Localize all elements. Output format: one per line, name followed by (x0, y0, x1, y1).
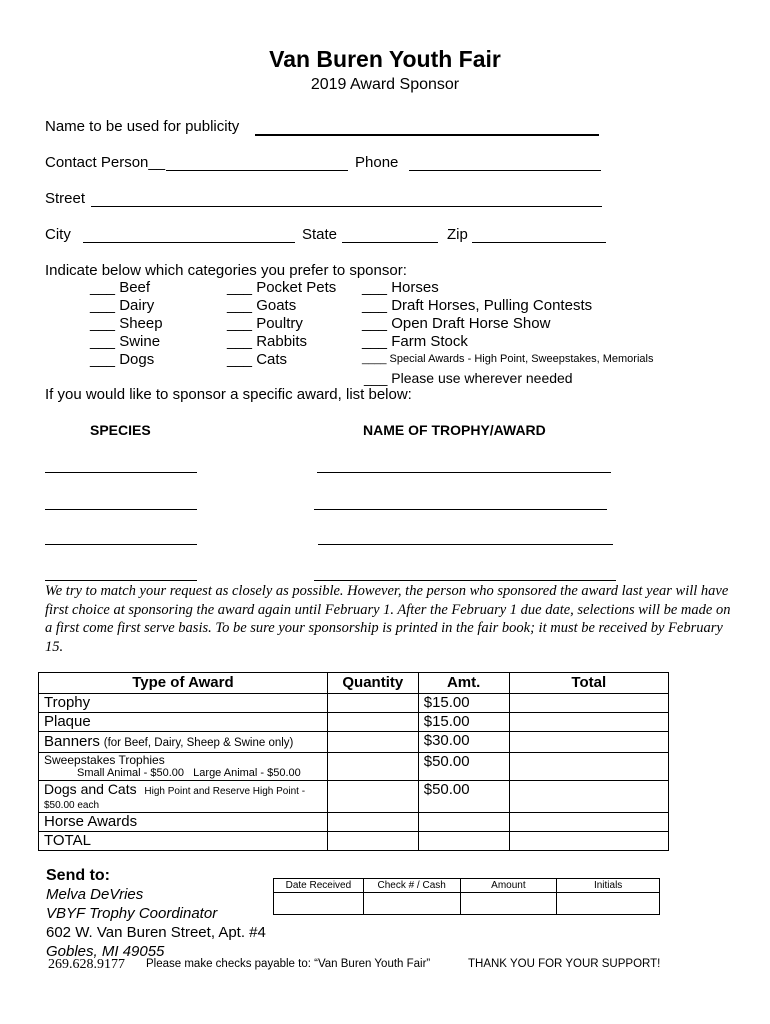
row-dogs-cats-amt: $50.00 (418, 781, 509, 813)
send-to-label: Send to: (46, 867, 110, 884)
header-amt: Amt. (418, 673, 509, 694)
sponsorship-notice: We try to match your request as closely as possible. However, the person who sponsored the award last year will have first choice at sponsoring the award again until February 1. After the February 1 due date, selections will be made on a first come first serve basis. To be sure your sponsorship is printed in the fair book; it must be received by February 15. (45, 583, 731, 655)
footer-phone: 269.628.9177 (48, 957, 125, 972)
special-blank: ____ (362, 353, 387, 365)
category-draft-horses[interactable]: ___ Draft Horses, Pulling Contests (362, 297, 593, 314)
office-date-field[interactable] (274, 893, 364, 915)
send-to-address: 602 W. Van Buren Street, Apt. #4 (46, 924, 266, 941)
row-sweepstakes-quantity[interactable] (327, 753, 418, 781)
street-field[interactable] (91, 206, 602, 207)
row-horse-amt (418, 813, 509, 832)
category-pocket-pets[interactable]: ___ Pocket Pets (227, 279, 337, 296)
zip-label: Zip (447, 226, 468, 243)
row-banners-note: (for Beef, Dairy, Sheep & Swine only) (103, 737, 294, 749)
office-initials-field[interactable] (557, 893, 660, 915)
header-total: Total (509, 673, 668, 694)
trophy-name-header: NAME OF TROPHY/AWARD (363, 422, 546, 438)
species-header: SPECIES (90, 422, 151, 438)
row-dogs-cats-cell (39, 781, 328, 813)
category-sheep[interactable]: ___ Sheep (90, 315, 163, 332)
row-dogs-cats-total[interactable] (509, 781, 668, 813)
category-wherever-needed[interactable] (364, 370, 573, 386)
row-horse-total[interactable] (509, 813, 668, 832)
award-table (38, 672, 669, 851)
row-trophy-name: Trophy (39, 694, 328, 713)
office-check-cash: Check # / Cash (363, 879, 460, 893)
office-header-row (274, 879, 660, 893)
contact-label: Contact Person__ (45, 154, 166, 171)
form-subtitle: 2019 Award Sponsor (310, 76, 460, 93)
row-trophy-total[interactable] (509, 694, 668, 713)
wherever-blank: ___ (364, 370, 388, 386)
table-row (39, 732, 669, 753)
row-banners-cell (39, 732, 328, 753)
row-dogs-cats-note: High Point and Reserve High Point - (144, 786, 306, 797)
send-to-block (46, 866, 266, 961)
row-horse-quantity[interactable] (327, 813, 418, 832)
row-banners-amt: $30.00 (418, 732, 509, 753)
row-plaque-quantity[interactable] (327, 713, 418, 732)
row-plaque-total[interactable] (509, 713, 668, 732)
row-sweepstakes-cell (39, 753, 328, 781)
row-sweepstakes-note: Small Animal - $50.00 Large Animal - $50.00 (77, 767, 301, 779)
category-swine[interactable]: ___ Swine (90, 333, 161, 350)
send-to-name: Melva DeVries (46, 886, 144, 903)
row-plaque-name: Plaque (39, 713, 328, 732)
footer-payable: Please make checks payable to: “Van Buren Youth Fair” (146, 958, 431, 970)
street-label: Street (45, 190, 86, 207)
phone-label: Phone (355, 154, 399, 171)
row-total-amt (418, 832, 509, 851)
state-field[interactable] (342, 242, 438, 243)
species-line-1[interactable] (45, 472, 197, 473)
office-initials: Initials (557, 879, 660, 893)
office-check-field[interactable] (363, 893, 460, 915)
header-quantity: Quantity (327, 673, 418, 694)
category-column-2 (227, 279, 336, 369)
table-row (39, 781, 669, 813)
category-farm-stock[interactable]: ___ Farm Stock (362, 333, 468, 350)
category-dogs[interactable]: ___ Dogs (90, 351, 155, 368)
row-plaque-amt: $15.00 (418, 713, 509, 732)
table-row (39, 813, 669, 832)
send-to-city: Gobles, MI 49055 (46, 943, 165, 960)
row-trophy-quantity[interactable] (327, 694, 418, 713)
city-label: City (45, 226, 71, 243)
row-banners-quantity[interactable] (327, 732, 418, 753)
row-total-quantity[interactable] (327, 832, 418, 851)
row-banners-name: Banners (44, 733, 100, 750)
category-horses[interactable]: ___ Horses (362, 279, 439, 296)
categories-intro: Indicate below which categories you prefer to sponsor: (45, 262, 407, 279)
publicity-field[interactable] (255, 134, 599, 136)
table-row (39, 694, 669, 713)
form-title: Van Buren Youth Fair (269, 46, 501, 72)
office-amount-field[interactable] (460, 893, 557, 915)
species-line-3[interactable] (45, 544, 197, 545)
category-column-3 (362, 279, 592, 351)
table-row (39, 832, 669, 851)
footer-thanks: THANK YOU FOR YOUR SUPPORT! (468, 958, 661, 970)
row-banners-total[interactable] (509, 732, 668, 753)
phone-field[interactable] (409, 170, 601, 171)
category-poultry[interactable]: ___ Poultry (227, 315, 303, 332)
send-to-role: VBYF Trophy Coordinator (46, 905, 218, 922)
category-dairy[interactable]: ___ Dairy (90, 297, 155, 314)
publicity-label: Name to be used for publicity (45, 118, 240, 135)
row-sweepstakes-name: Sweepstakes Trophies (44, 753, 165, 767)
species-line-4[interactable] (45, 580, 197, 581)
category-beef[interactable]: ___ Beef (90, 279, 151, 296)
trophy-line-1[interactable] (317, 472, 611, 473)
trophy-line-3[interactable] (318, 544, 613, 545)
row-dogs-cats-note-2: $50.00 each (44, 800, 100, 811)
office-use-table (273, 878, 660, 915)
trophy-line-2[interactable] (314, 509, 607, 510)
special-text: Special Awards - High Point, Sweepstakes, Memorials (389, 353, 654, 365)
state-label: State (302, 226, 338, 243)
row-sweepstakes-amt: $50.00 (418, 753, 509, 781)
category-cats[interactable]: ___ Cats (227, 351, 288, 368)
header-type: Type of Award (39, 673, 328, 694)
office-amount: Amount (460, 879, 557, 893)
specific-award-prompt: If you would like to sponsor a specific award, list below: (45, 386, 412, 403)
row-horse-name: Horse Awards (39, 813, 328, 832)
contact-field[interactable] (166, 170, 348, 171)
category-goats[interactable]: ___ Goats (227, 297, 297, 314)
species-line-2[interactable] (45, 509, 197, 510)
category-open-draft[interactable]: ___ Open Draft Horse Show (362, 315, 551, 332)
category-column-1 (90, 279, 163, 369)
row-trophy-amt: $15.00 (418, 694, 509, 713)
wherever-text: Please use wherever needed (391, 370, 573, 386)
city-field[interactable] (83, 242, 295, 243)
table-row (39, 713, 669, 732)
row-sweepstakes-total[interactable] (509, 753, 668, 781)
trophy-line-4[interactable] (314, 580, 616, 581)
zip-field[interactable] (472, 242, 606, 243)
category-special-awards[interactable] (362, 353, 653, 365)
row-total-name: TOTAL (39, 832, 328, 851)
row-dogs-cats-name: Dogs and Cats (44, 781, 137, 797)
award-table-header (39, 673, 669, 694)
office-date-received: Date Received (274, 879, 364, 893)
office-entry-row (274, 893, 660, 915)
category-rabbits[interactable]: ___ Rabbits (227, 333, 308, 350)
table-row (39, 753, 669, 781)
row-dogs-cats-quantity[interactable] (327, 781, 418, 813)
row-total-total[interactable] (509, 832, 668, 851)
